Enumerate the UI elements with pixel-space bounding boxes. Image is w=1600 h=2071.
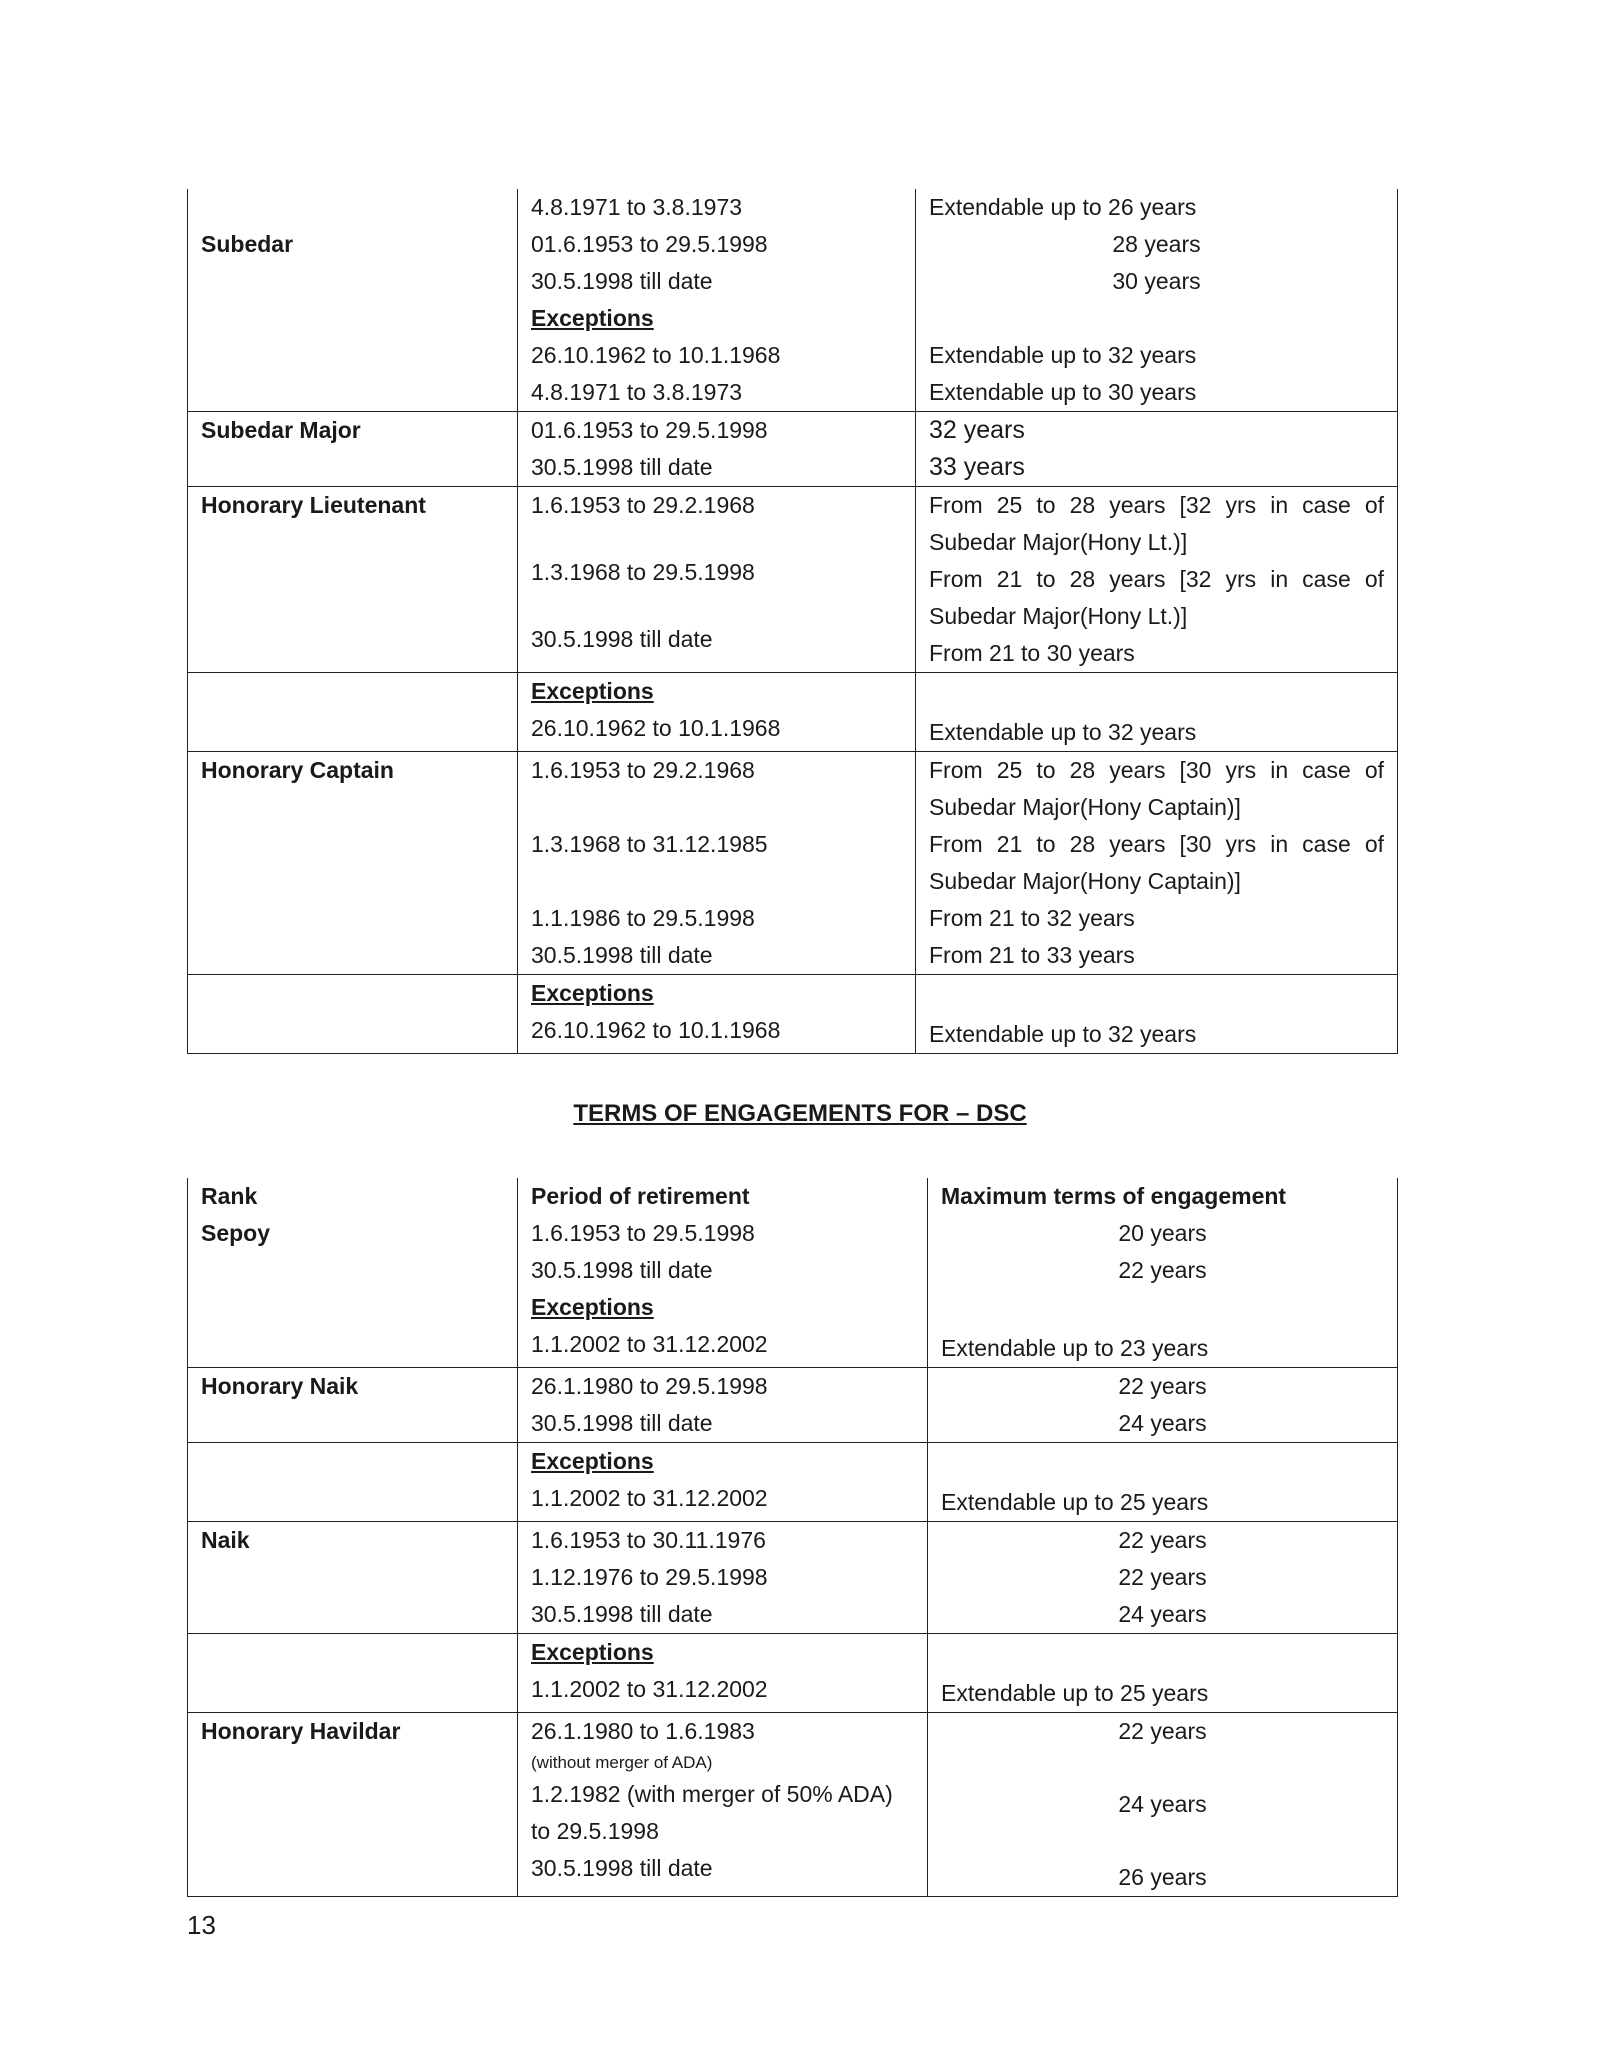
period-text: 30.5.1998 till date [531,626,713,652]
period-cell [518,752,916,975]
period-cell [518,1368,928,1443]
period-text: 1.3.1968 to 31.12.1985 [531,831,768,857]
terms-text: Extendable up to 30 years [929,379,1197,405]
terms-text: From 25 to 28 years [30 yrs in case of Subedar Major(Hony Captain)] [929,757,1384,820]
period-text: 1.1.2002 to 31.12.2002 [531,1331,768,1357]
terms-text: 22 years [1118,1257,1207,1283]
period-cell [518,300,916,412]
terms-cell [916,189,1398,226]
period-text: 1.1.2002 to 31.12.2002 [531,1676,768,1702]
rank-cell [188,412,518,487]
period-text: 26.10.1962 to 10.1.1968 [531,1017,781,1043]
rank-label: Honorary Lieutenant [201,492,426,518]
period-text: 01.6.1953 to 29.5.1998 [531,231,768,257]
rank-cell [188,1443,518,1522]
rank-label: Honorary Naik [201,1373,359,1399]
period-cell [518,1522,928,1634]
terms-text: Extendable up to 23 years [941,1335,1209,1361]
section-title: TERMS OF ENGAGEMENTS FOR – DSC [573,1100,1027,1127]
period-cell [518,412,916,487]
rank-label: Naik [201,1527,250,1553]
period-text: 26.1.1980 to 29.5.1998 [531,1373,768,1399]
period-cell [518,1634,928,1713]
terms-text: Extendable up to 25 years [941,1680,1209,1706]
period-text: 1.6.1953 to 30.11.1976 [531,1527,766,1553]
terms-text: From 21 to 32 years [929,905,1135,931]
period-text: 1.1.1986 to 29.5.1998 [531,905,755,931]
exceptions-label: Exceptions [531,1294,654,1320]
terms-text: 20 years [1118,1220,1207,1246]
rank-label: Subedar [201,231,294,257]
table-row [188,1443,1398,1522]
period-text: 1.1.2002 to 31.12.2002 [531,1485,768,1511]
terms-text: Extendable up to 32 years [929,1021,1197,1047]
terms-text: Extendable up to 32 years [929,719,1197,745]
period-text: 4.8.1971 to 3.8.1973 [531,379,743,405]
terms-text: Extendable up to 32 years [929,342,1197,368]
period-text: 01.6.1953 to 29.5.1998 [531,417,768,443]
terms-cell [928,1634,1398,1713]
rank-cell [188,975,518,1054]
terms-cell [916,412,1398,487]
table-row [188,975,1398,1054]
period-text: 30.5.1998 till date [531,454,713,480]
period-text: 1.3.1968 to 29.5.1998 [531,559,755,585]
terms-text: Extendable up to 26 years [929,194,1197,220]
table-dsc-terms [187,1178,1398,1897]
exceptions-label: Exceptions [531,678,654,704]
rank-cell [188,752,518,975]
period-cell [518,487,916,673]
terms-text: 26 years [1118,1864,1207,1890]
table-row [188,487,1398,673]
period-text: 30.5.1998 till date [531,1410,713,1436]
terms-text: 22 years [1118,1527,1207,1553]
period-text: 1.6.1953 to 29.2.1968 [531,757,755,783]
exceptions-label: Exceptions [531,1448,654,1474]
rank-cell [188,487,518,673]
period-text: 26.10.1962 to 10.1.1968 [531,715,781,741]
table-row [188,1178,1398,1368]
terms-text: 22 years [1118,1564,1207,1590]
column-header-rank: Rank [201,1183,258,1209]
column-header-terms: Maximum terms of engagement [941,1183,1287,1209]
table-row [188,189,1398,226]
period-text: 26.10.1962 to 10.1.1968 [531,342,781,368]
terms-cell [916,975,1398,1054]
period-text: 30.5.1998 till date [531,1601,713,1627]
rank-cell [188,1522,518,1634]
rank-label: Sepoy [201,1220,271,1246]
rank-cell [188,189,518,226]
rank-cell [188,673,518,752]
terms-text: 24 years [1118,1791,1207,1817]
terms-cell [916,487,1398,673]
table-row [188,226,1398,300]
period-text: 30.5.1998 till date [531,1257,713,1283]
table-row [188,1522,1398,1634]
rank-cell [188,300,518,412]
period-cell [518,673,916,752]
period-text: 1.6.1953 to 29.5.1998 [531,1220,755,1246]
terms-text: From 21 to 28 years [30 yrs in case of Subedar Major(Hony Captain)] [929,831,1384,894]
period-text: 30.5.1998 till date [531,942,713,968]
terms-text: 30 years [1112,268,1201,294]
period-text: 26.1.1980 to 1.6.1983 [531,1718,755,1744]
rank-cell [188,1634,518,1713]
table-row [188,752,1398,975]
period-text: 1.2.1982 (with merger of 50% ADA) to 29.5.1998 [531,1781,893,1844]
period-cell [518,1713,928,1897]
terms-text: 22 years [1118,1373,1207,1399]
table-terms-continued [187,189,1398,1054]
terms-text: 32 years [929,416,1025,444]
terms-text: From 25 to 28 years [32 yrs in case of Subedar Major(Hony Lt.)] [929,492,1384,555]
table-row [188,1368,1398,1443]
page-number: 13 [187,1910,216,1940]
terms-text: 28 years [1112,231,1201,257]
table-row [188,673,1398,752]
exceptions-label: Exceptions [531,1639,654,1665]
rank-cell [188,1713,518,1897]
period-text: 30.5.1998 till date [531,1855,713,1881]
terms-text: 24 years [1118,1601,1207,1627]
terms-cell [916,673,1398,752]
terms-text: From 21 to 30 years [929,640,1135,666]
period-text: 30.5.1998 till date [531,268,713,294]
period-cell [518,1443,928,1522]
terms-cell [916,226,1398,300]
period-text: 4.8.1971 to 3.8.1973 [531,194,743,220]
terms-cell [928,1522,1398,1634]
period-text: 1.6.1953 to 29.2.1968 [531,492,755,518]
table-row [188,1713,1398,1897]
terms-cell [916,300,1398,412]
period-cell [518,189,916,226]
period-note: (without merger of ADA) [531,1753,713,1772]
table-row [188,1634,1398,1713]
exceptions-label: Exceptions [531,980,654,1006]
rank-label: Honorary Havildar [201,1718,401,1744]
terms-text: From 21 to 28 years [32 yrs in case of Subedar Major(Hony Lt.)] [929,566,1384,629]
terms-text: From 21 to 33 years [929,942,1135,968]
terms-cell [916,752,1398,975]
rank-cell [188,1178,518,1368]
exceptions-label: Exceptions [531,305,654,331]
terms-text: Extendable up to 25 years [941,1489,1209,1515]
terms-cell [928,1713,1398,1897]
period-cell [518,1178,928,1368]
period-cell [518,226,916,300]
period-cell [518,975,916,1054]
terms-text: 24 years [1118,1410,1207,1436]
terms-text: 22 years [1118,1718,1207,1744]
rank-label: Honorary Captain [201,757,394,783]
table-row [188,412,1398,487]
rank-label: Subedar Major [201,417,361,443]
terms-cell [928,1368,1398,1443]
terms-cell [928,1443,1398,1522]
rank-cell [188,226,518,300]
period-text: 1.12.1976 to 29.5.1998 [531,1564,768,1590]
terms-cell [928,1178,1398,1368]
terms-text: 33 years [929,453,1025,481]
column-header-period: Period of retirement [531,1183,750,1209]
rank-cell [188,1368,518,1443]
table-row [188,300,1398,412]
